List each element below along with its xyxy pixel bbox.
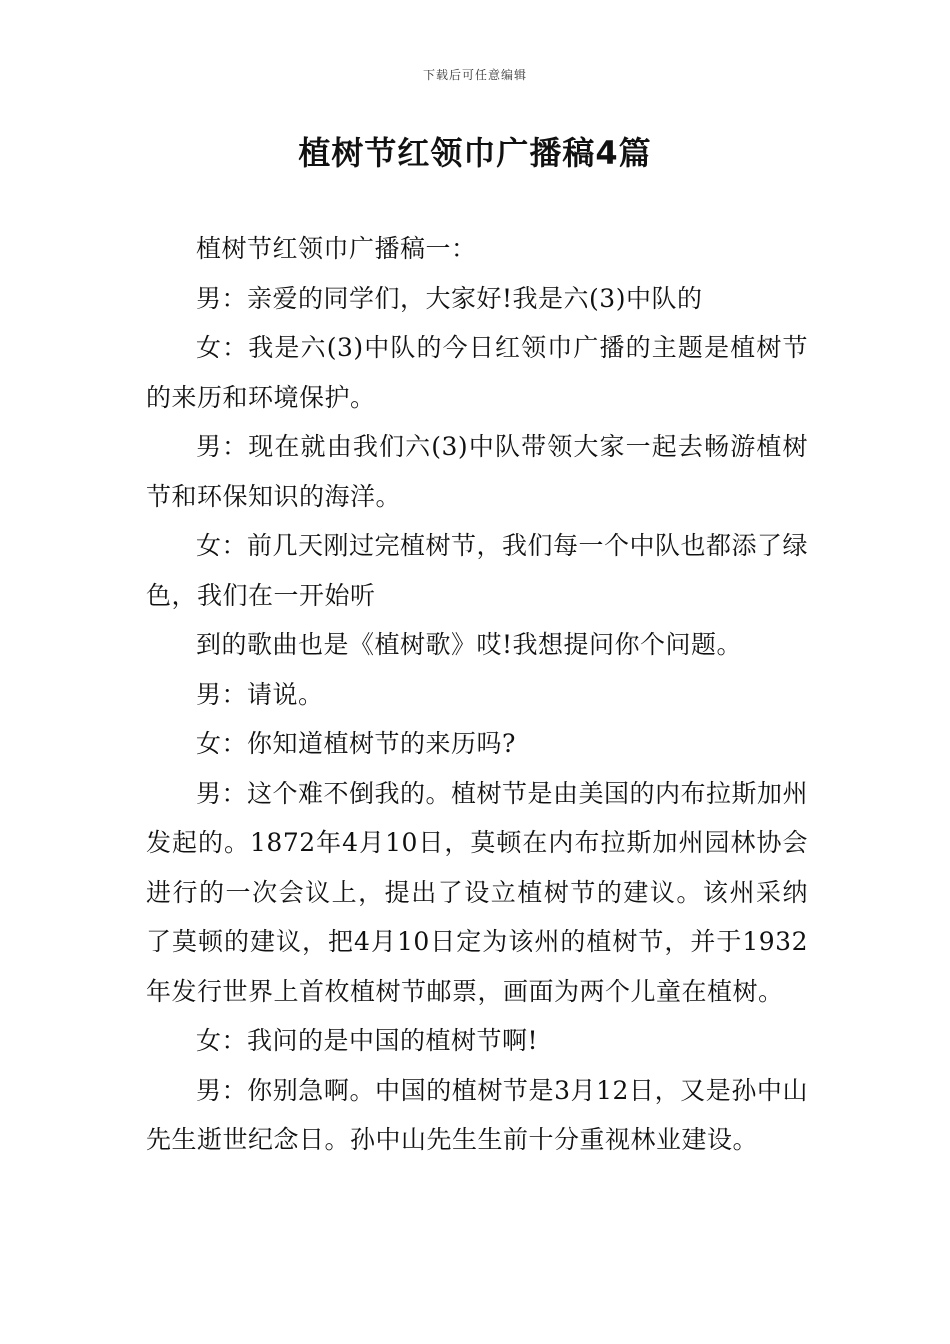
- paragraph: 植树节红领巾广播稿一：: [196, 234, 477, 263]
- paragraph: 男：你别急啊。中国的植树节是3月12日，又是孙中山先生逝世纪念日。孙中山先生生前十分重视林业建设。: [146, 1075, 808, 1154]
- paragraph: 女：你知道植树节的来历吗?: [196, 729, 516, 758]
- paragraph: 女：前几天刚过完植树节，我们每一个中队也都添了绿色，我们在一开始听: [146, 531, 809, 610]
- header-note: 下载后可任意编辑: [422, 68, 527, 82]
- document-body: [146, 224, 808, 1165]
- paragraph: 到的歌曲也是《植树歌》哎!我想提问你个问题。: [196, 630, 743, 659]
- paragraph: 女：我问的是中国的植树节啊!: [196, 1026, 539, 1055]
- paragraph: 女：我是六(3)中队的今日红领巾广播的主题是植树节的来历和环境保护。: [146, 333, 808, 412]
- paragraph: 男：现在就由我们六(3)中队带领大家一起去畅游植树节和环保知识的海洋。: [146, 432, 808, 511]
- document-title: 植树节红领巾广播稿4篇: [298, 134, 652, 172]
- paragraph: 男：请说。: [196, 679, 324, 709]
- paragraph: 男：亲爱的同学们，大家好!我是六(3)中队的: [196, 283, 703, 313]
- paragraph: 男：这个难不倒我的。植树节是由美国的内布拉斯加州发起的。1872年4月10日，莫顿在内布拉斯加州园林协会进行的一次会议上，提出了设立植树节的建议。该州采纳了莫顿的建议，把4月10日定为该州的植树节，并于1932年发行世界上首枚植树节邮票，画面为两个儿童在植树。: [146, 778, 809, 1006]
